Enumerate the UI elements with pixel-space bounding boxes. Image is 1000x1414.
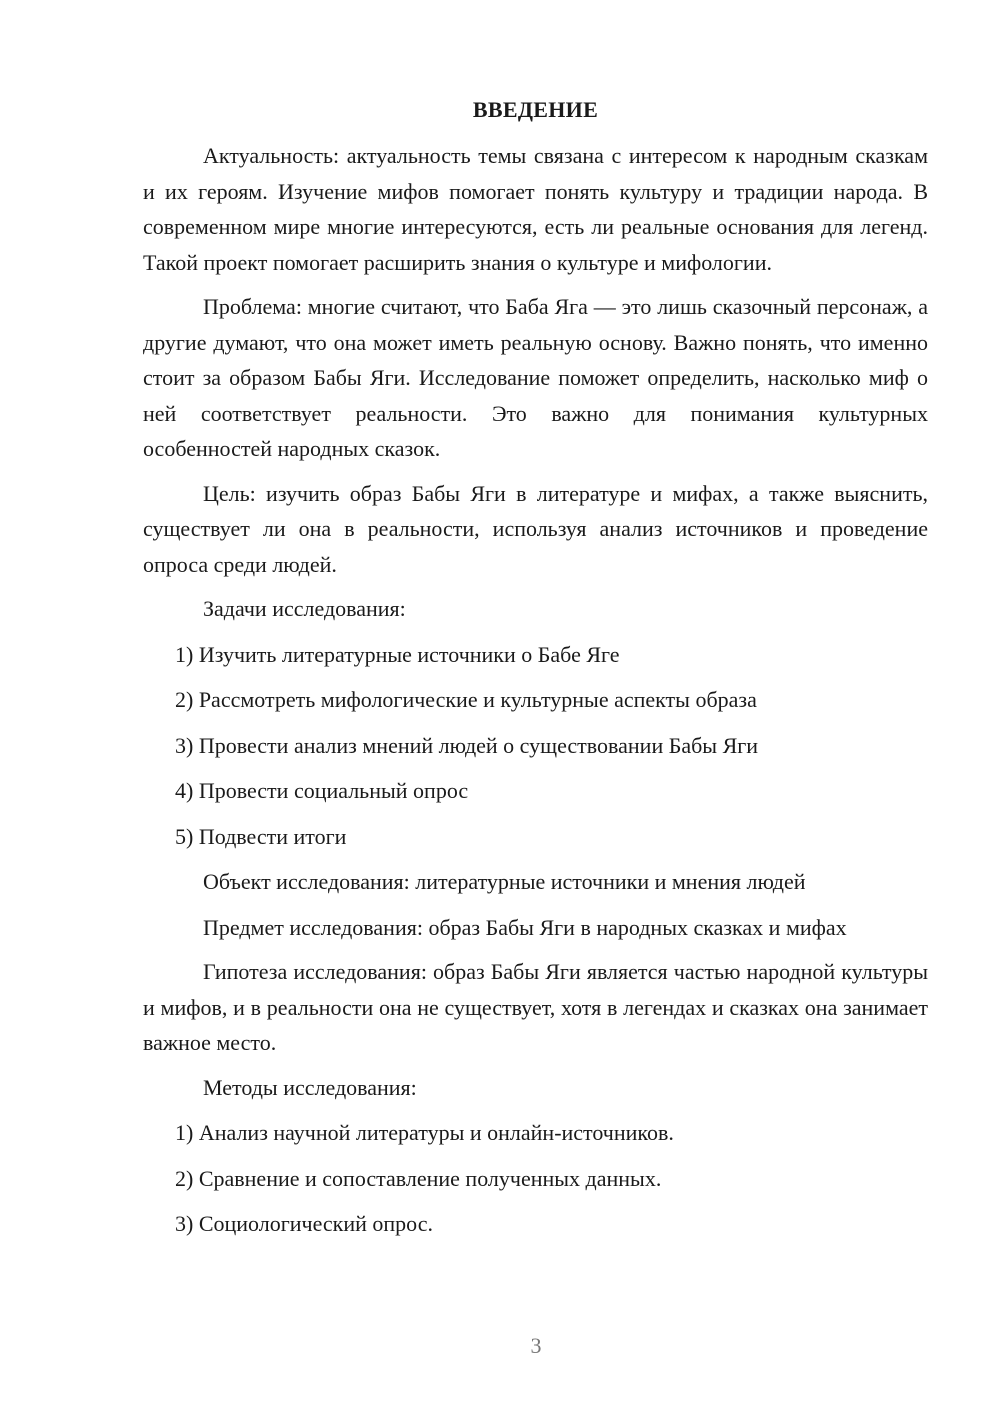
goal-paragraph: Цель: изучить образ Бабы Яги в литературе и мифах, а также выяснить, существует ли она в реальности, используя анализ источников и проведение опроса среди людей. [143, 480, 928, 577]
methods-label: Методы исследования: [203, 1074, 417, 1100]
subject-paragraph: Предмет исследования: образ Бабы Яги в народных сказках и мифах [203, 914, 847, 940]
page-number: 3 [530, 1333, 542, 1358]
problem-paragraph: Проблема: многие считают, что Баба Яга — это лишь сказочный персонаж, а другие думают, что она может иметь реальную основу. Важно понять, что именно стоит за образом Бабы Яги. Исследование поможет определить, насколько миф о ней соответствует реальности. Это важно для понимания культурных особенностей народных сказок. [143, 294, 928, 461]
tasks-list [143, 637, 928, 855]
list-item: 2) Сравнение и сопоставление полученных данных. [175, 1165, 662, 1191]
section-heading: ВВЕДЕНИЕ [472, 97, 599, 122]
methods-list [143, 1115, 928, 1242]
relevance-paragraph: Актуальность: актуальность темы связана с интересом к народным сказкам и их героям. Изучение мифов помогает понять культуру и традиции народа. В современном мире многие интересуются, есть ли реальные основания для легенд. Такой проект помогает расширить знания о культуре и мифологии. [143, 143, 928, 275]
list-item: 5) Подвести итоги [175, 823, 347, 849]
list-item: 4) Провести социальный опрос [175, 778, 469, 803]
list-item: 1) Анализ научной литературы и онлайн-источников. [175, 1120, 674, 1145]
document-page [143, 96, 928, 1252]
list-item: 2) Рассмотреть мифологические и культурные аспекты образа [175, 687, 757, 712]
hypothesis-paragraph: Гипотеза исследования: образ Бабы Яги является частью народной культуры и мифов, и в реальности она не существует, хотя в легендах и сказках она занимает важное место. [143, 959, 928, 1055]
object-line: Объект исследования: литературные источники и мнения людей [203, 869, 806, 894]
tasks-label: Задачи исследования: [203, 596, 406, 621]
list-item: 3) Провести анализ мнений людей о существовании Бабы Яги [175, 732, 759, 758]
list-item: 3) Социологический опрос. [175, 1211, 433, 1236]
list-item: 1) Изучить литературные источники о Бабе Яге [175, 641, 620, 667]
